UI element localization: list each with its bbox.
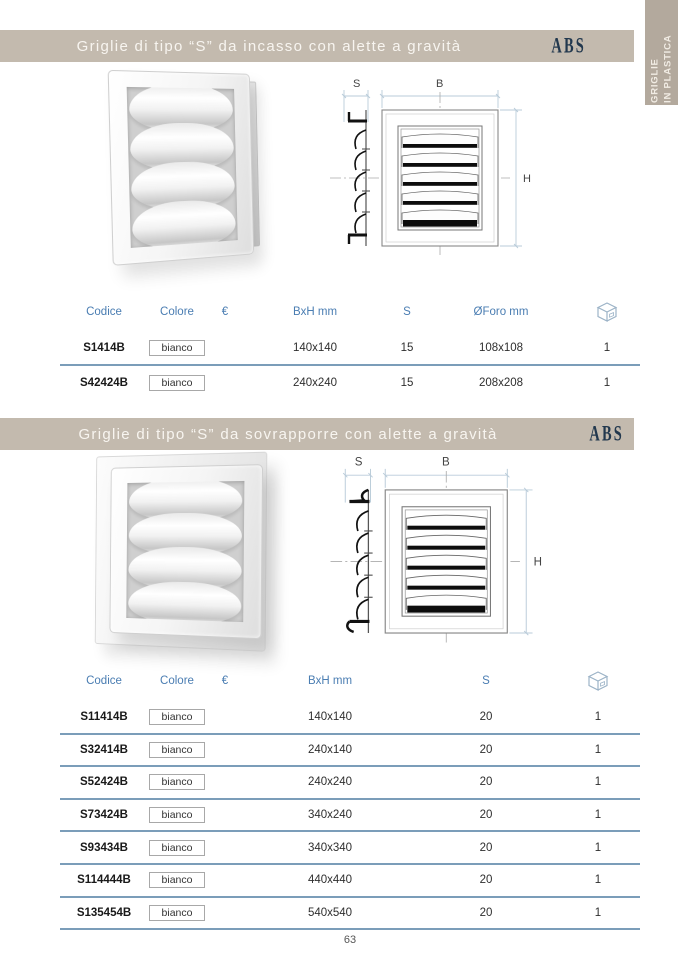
section-title: Griglie di tipo “S” da incasso con alette a gravità <box>76 37 462 55</box>
table-row <box>60 832 640 865</box>
package-box-icon <box>585 668 611 694</box>
cell-bxh: 540x540 <box>307 906 353 919</box>
cell-bxh: 340x240 <box>307 809 353 822</box>
cell-codice: S93434B <box>80 841 128 854</box>
cell-s: 20 <box>479 906 493 919</box>
dim-label-h: H <box>533 556 542 569</box>
header-colore: Colore <box>160 675 194 687</box>
section-title: Griglie di tipo “S” da sovrapporre con alette a gravità <box>78 425 498 443</box>
cell-codice: S52424B <box>80 776 128 789</box>
header-s: S <box>403 306 411 318</box>
cell-qty: 1 <box>594 906 602 919</box>
dim-label-s: S <box>353 78 361 90</box>
cell-qty: 1 <box>594 711 602 724</box>
cell-colore <box>148 807 206 823</box>
cell-qty: 1 <box>594 776 602 789</box>
header-bxh: BxH mm <box>307 675 353 687</box>
cell-qty: 1 <box>603 341 611 354</box>
header-codice: Codice <box>86 675 122 687</box>
technical-drawing-sovrapporre <box>320 452 562 652</box>
cell-colore <box>148 742 206 758</box>
header-euro: € <box>221 306 229 318</box>
table-header-row <box>60 660 640 702</box>
cell-s: 15 <box>400 341 414 354</box>
cell-bxh: 240x140 <box>307 743 353 756</box>
product-table-incasso <box>60 293 640 399</box>
page-number: 63 <box>343 934 357 946</box>
dim-label-b: B <box>442 456 450 469</box>
header-codice: Codice <box>86 306 122 318</box>
cell-s: 20 <box>479 874 493 887</box>
category-side-tab-label <box>645 3 678 103</box>
cell-s: 20 <box>479 841 493 854</box>
cell-bxh: 240x240 <box>292 376 338 389</box>
header-package <box>556 668 640 694</box>
color-swatch-label: bianco <box>149 872 205 888</box>
cell-colore <box>148 774 206 790</box>
cell-qty: 1 <box>594 743 602 756</box>
cell-s: 20 <box>479 711 493 724</box>
table-row <box>60 865 640 898</box>
front-view <box>382 110 498 246</box>
cell-s: 20 <box>479 743 493 756</box>
grille-louvres <box>126 481 244 622</box>
header-s: S <box>482 675 490 687</box>
cell-codice: S73424B <box>80 809 128 822</box>
cell-bxh: 140x140 <box>292 341 338 354</box>
product-table-sovrapporre <box>60 660 640 930</box>
material-badge: ABS <box>589 421 624 446</box>
category-side-tab <box>645 0 678 105</box>
header-colore: Colore <box>160 306 194 318</box>
cell-s: 15 <box>400 376 414 389</box>
table-row <box>60 800 640 833</box>
grille-louvres <box>127 87 238 248</box>
cell-colore <box>148 340 206 356</box>
technical-drawing-incasso <box>320 74 550 264</box>
cell-foro: 208x208 <box>478 376 524 389</box>
color-swatch-label: bianco <box>149 905 205 921</box>
cell-colore <box>148 905 206 921</box>
grille-frame <box>108 70 254 266</box>
side-tab-line2: IN PLASTICA <box>661 34 673 103</box>
table-row <box>60 898 640 931</box>
table-row <box>60 331 640 366</box>
package-box-icon <box>594 299 620 325</box>
cell-qty: 1 <box>603 376 611 389</box>
product-photo-incasso <box>94 64 274 280</box>
section-header-sovrapporre <box>0 418 634 450</box>
cell-bxh: 440x440 <box>307 874 353 887</box>
side-tab-line1: GRIGLIE <box>649 57 661 103</box>
table-row <box>60 767 640 800</box>
dim-label-b: B <box>436 78 444 90</box>
cell-qty: 1 <box>594 841 602 854</box>
color-swatch-label: bianco <box>149 807 205 823</box>
cell-s: 20 <box>479 776 493 789</box>
header-euro: € <box>221 675 229 687</box>
cell-colore <box>148 375 206 391</box>
color-swatch-label: bianco <box>149 375 205 391</box>
table-body <box>60 702 640 930</box>
cell-colore <box>148 840 206 856</box>
cell-codice: S11414B <box>80 711 128 724</box>
color-swatch-label: bianco <box>149 774 205 790</box>
table-row <box>60 735 640 768</box>
cell-codice: S135454B <box>76 906 132 919</box>
color-swatch-label: bianco <box>149 742 205 758</box>
color-swatch-label: bianco <box>149 840 205 856</box>
color-swatch-label: bianco <box>149 709 205 725</box>
cell-qty: 1 <box>594 874 602 887</box>
grille-render <box>109 464 263 639</box>
cell-foro: 108x108 <box>478 341 524 354</box>
grille-frame <box>109 464 263 639</box>
section-header-incasso <box>0 30 634 62</box>
grille-render <box>108 70 254 266</box>
table-row <box>60 366 640 399</box>
material-badge: ABS <box>551 33 586 58</box>
header-foro: ØForo mm <box>473 306 529 318</box>
cell-qty: 1 <box>594 809 602 822</box>
cell-colore <box>148 872 206 888</box>
color-swatch-label: bianco <box>149 340 205 356</box>
cell-codice: S1414B <box>83 341 125 354</box>
product-photo-sovrapporre <box>88 452 280 658</box>
cell-bxh: 240x240 <box>307 776 353 789</box>
dim-label-s: S <box>354 456 363 469</box>
louvre-slat <box>128 580 241 622</box>
dim-label-h: H <box>523 173 531 185</box>
cell-s: 20 <box>479 809 493 822</box>
front-view <box>385 490 507 633</box>
table-header-row <box>60 293 640 331</box>
louvre-slat <box>132 199 236 248</box>
cell-colore <box>148 709 206 725</box>
cell-bxh: 140x140 <box>307 711 353 724</box>
cell-codice: S114444B <box>77 874 131 887</box>
cell-codice: S42424B <box>80 376 128 389</box>
cell-codice: S32414B <box>80 743 128 756</box>
table-body <box>60 331 640 399</box>
cell-bxh: 340x340 <box>307 841 353 854</box>
header-package <box>574 299 640 325</box>
table-row <box>60 702 640 735</box>
header-bxh: BxH mm <box>292 306 338 318</box>
